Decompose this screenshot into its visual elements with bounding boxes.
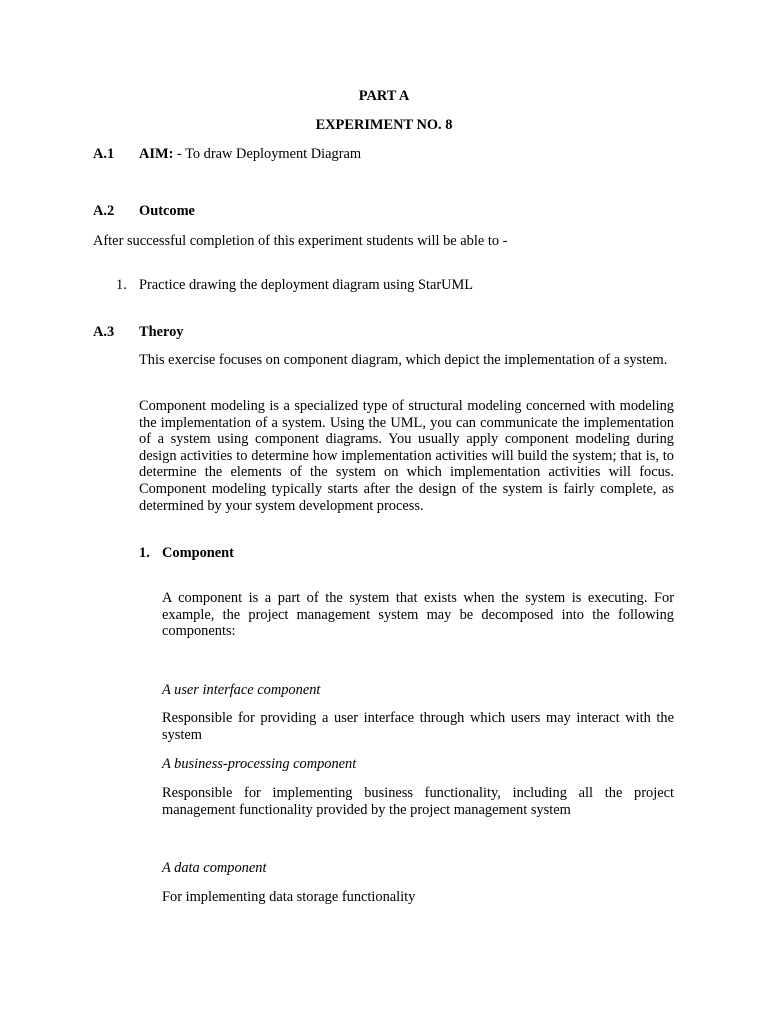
component-heading: Component	[162, 545, 234, 561]
section-a1-aim	[139, 146, 361, 163]
component-item-title: A data component	[162, 860, 267, 876]
theory-paragraph-2: Component modeling is a specialized type of structural modeling concerned with modeling the implementation of a system. Using the UML, you can communicate the implementation of a system using component diagrams. You usually apply component modeling during design activities to determine how implementation activities will build the system; that is, to determine the elements of the system on which implementation activities will focus. Component modeling typically starts after the design of the system is fairly complete, as determined by your system development process.	[139, 398, 674, 514]
outcome-intro: After successful completion of this experiment students will be able to -	[93, 233, 508, 249]
aim-text: - To draw Deployment Diagram	[173, 146, 362, 162]
component-item-desc: For implementing data storage functionality	[162, 889, 416, 905]
section-a3-heading: Theroy	[139, 324, 184, 340]
experiment-title: EXPERIMENT NO. 8	[315, 117, 453, 133]
component-item-title: A business-processing component	[162, 756, 357, 772]
outcome-list-marker: 1.	[116, 277, 127, 293]
component-item-desc: Responsible for providing a user interface through which users may interact with the system	[162, 710, 674, 743]
aim-label: AIM:	[139, 146, 174, 162]
section-a2-number: A.2	[93, 203, 115, 219]
part-title: PART A	[358, 88, 410, 104]
section-a1-number: A.1	[93, 146, 115, 162]
component-marker: 1.	[139, 545, 150, 561]
theory-paragraph-1: This exercise focuses on component diagram, which depict the implementation of a system.	[139, 352, 668, 368]
section-a2-heading: Outcome	[139, 203, 195, 219]
component-item-desc: Responsible for implementing business functionality, including all the project management functionality provided by the project management system	[162, 785, 674, 818]
component-intro: A component is a part of the system that exists when the system is executing. For example, the project management system may be decomposed into the following components:	[162, 590, 674, 640]
outcome-list-item: Practice drawing the deployment diagram using StarUML	[139, 277, 474, 293]
component-item-title: A user interface component	[162, 682, 321, 698]
section-a3-number: A.3	[93, 324, 115, 340]
